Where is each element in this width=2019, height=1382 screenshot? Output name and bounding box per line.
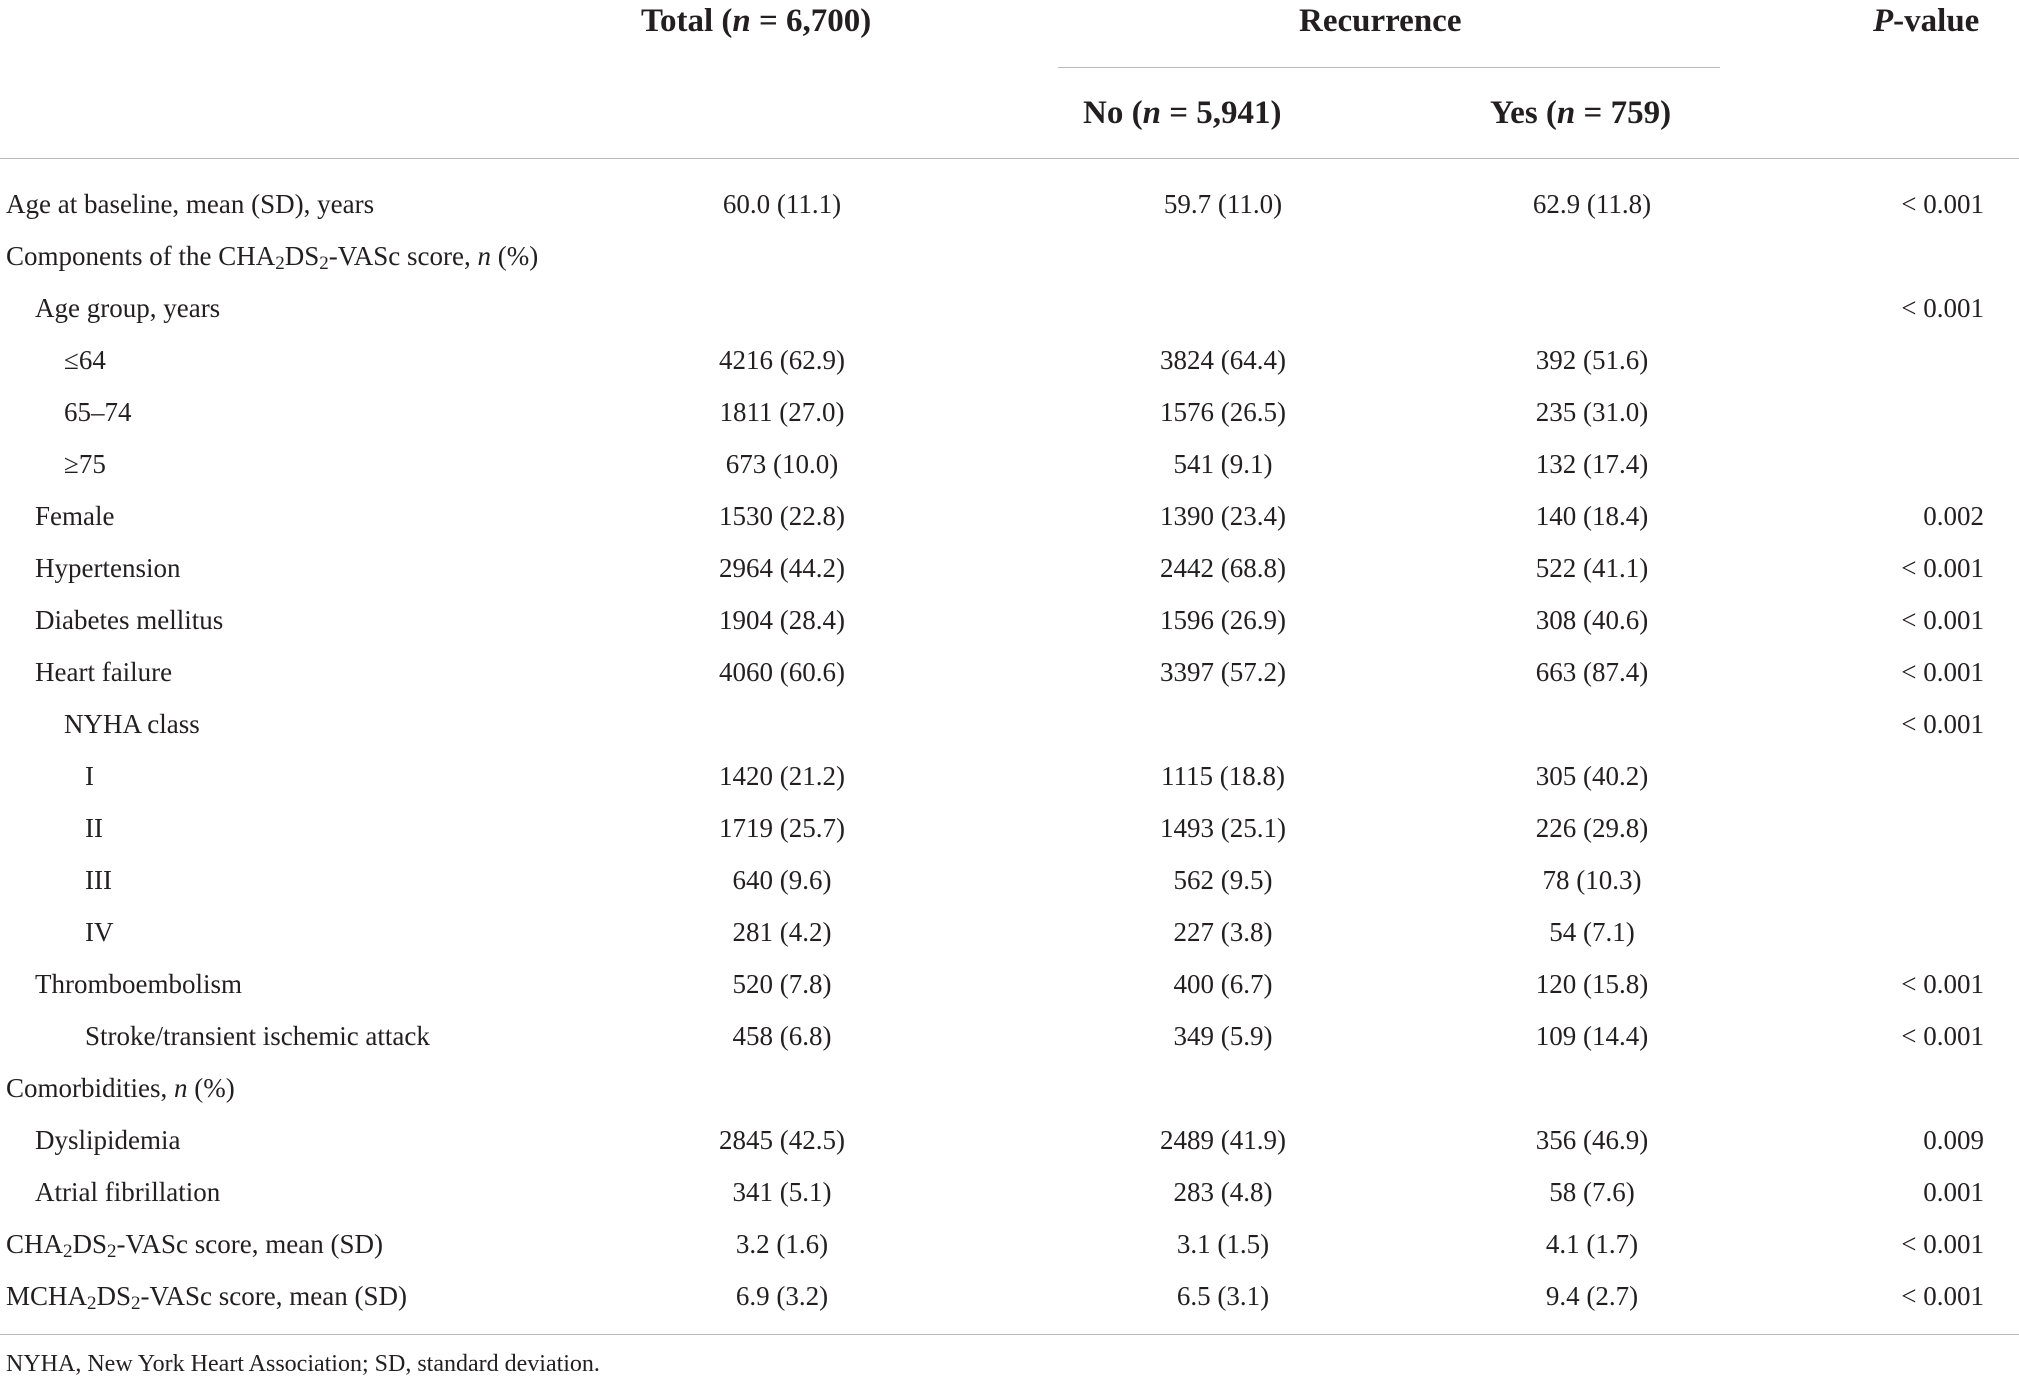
cell-pvalue: < 0.001 (1901, 553, 1984, 583)
header-pvalue-symbol: P (1873, 3, 1894, 39)
cell-yes: 9.4 (2.7) (1545, 1281, 1639, 1311)
cell-no: 2489 (41.9) (1160, 1125, 1286, 1155)
cell-no: 227 (3.8) (1173, 917, 1273, 947)
cell-total: 4216 (62.9) (719, 345, 845, 375)
subscript: 2 (87, 1293, 97, 1314)
cell-pvalue: < 0.001 (1901, 709, 1984, 739)
row-label (6, 1229, 383, 1262)
cell-no: 1596 (26.9) (1160, 605, 1286, 635)
cell-pvalue: < 0.001 (1901, 1229, 1984, 1259)
row-label: III (85, 865, 112, 895)
row-label: Stroke/transient ischemic attack (85, 1021, 430, 1051)
row-label: IV (85, 917, 114, 947)
row-label (6, 1281, 407, 1314)
cell-no: 2442 (68.8) (1160, 553, 1286, 583)
row-label: Atrial fibrillation (35, 1177, 221, 1207)
subscript: 2 (107, 1241, 117, 1262)
cell-no: 3.1 (1.5) (1176, 1229, 1270, 1259)
row-label: ≤64 (64, 345, 106, 375)
cell-yes: 305 (40.2) (1535, 761, 1649, 791)
row-label: II (85, 813, 103, 843)
cell-total: 4060 (60.6) (719, 657, 845, 687)
header-yes-value: = 759) (1575, 95, 1672, 131)
cell-total: 1420 (21.2) (719, 761, 845, 791)
subscript: 2 (275, 253, 285, 274)
header-no-label: No ( (1083, 95, 1143, 131)
cell-no: 6.5 (3.1) (1176, 1281, 1270, 1311)
cell-yes: 392 (51.6) (1535, 345, 1649, 375)
header-bottom-rule (0, 158, 2019, 159)
cell-total: 6.9 (3.2) (735, 1281, 829, 1311)
label-text: -VASc score, mean (SD) (116, 1229, 383, 1259)
header-yes-n: n (1556, 95, 1576, 131)
row-label: Thromboembolism (35, 969, 242, 999)
cell-yes: 663 (87.4) (1535, 657, 1649, 687)
header-recurrence: Recurrence (1299, 3, 1462, 39)
row-label: ≥75 (64, 449, 106, 479)
cell-total: 1811 (27.0) (719, 397, 845, 427)
header-pvalue (1873, 5, 1979, 38)
cell-pvalue: < 0.001 (1901, 293, 1984, 323)
label-text: -VASc score, mean (SD) (140, 1281, 407, 1311)
row-label: Hypertension (35, 553, 181, 583)
header-no-n: n (1142, 95, 1161, 131)
cell-total: 458 (6.8) (732, 1021, 832, 1051)
cell-yes: 62.9 (11.8) (1532, 189, 1652, 219)
cell-yes: 308 (40.6) (1535, 605, 1649, 635)
cell-yes: 235 (31.0) (1535, 397, 1649, 427)
cell-total: 2845 (42.5) (719, 1125, 845, 1155)
cell-no: 283 (4.8) (1173, 1177, 1273, 1207)
cell-yes: 4.1 (1.7) (1545, 1229, 1639, 1259)
row-label: I (85, 761, 94, 791)
header-yes (1490, 97, 1671, 130)
cell-no: 562 (9.5) (1173, 865, 1273, 895)
cell-pvalue: 0.002 (1923, 501, 1984, 531)
header-total-n: n (732, 3, 751, 39)
cell-no: 59.7 (11.0) (1163, 189, 1283, 219)
table-bottom-rule (0, 1334, 2019, 1335)
cell-total: 341 (5.1) (732, 1177, 832, 1207)
footnote: NYHA, New York Heart Association; SD, standard deviation. (6, 1351, 600, 1377)
cell-no: 3397 (57.2) (1160, 657, 1286, 687)
cell-yes: 109 (14.4) (1535, 1021, 1649, 1051)
cell-yes: 120 (15.8) (1535, 969, 1649, 999)
subscript: 2 (131, 1293, 141, 1314)
cell-pvalue: < 0.001 (1901, 1281, 1984, 1311)
row-label: Female (35, 501, 115, 531)
cell-yes: 226 (29.8) (1535, 813, 1649, 843)
label-text: Components of the CHA (6, 241, 276, 271)
cell-total: 3.2 (1.6) (735, 1229, 829, 1259)
row-label (6, 1075, 235, 1102)
row-label: NYHA class (64, 709, 200, 739)
cell-total: 1530 (22.8) (719, 501, 845, 531)
cell-total: 281 (4.2) (732, 917, 832, 947)
cell-yes: 522 (41.1) (1535, 553, 1649, 583)
header-no (1083, 97, 1281, 130)
label-text: Comorbidities, (6, 1073, 174, 1103)
cell-no: 1493 (25.1) (1160, 813, 1286, 843)
row-label: Dyslipidemia (35, 1125, 181, 1155)
cell-yes: 132 (17.4) (1535, 449, 1649, 479)
recurrence-rule (1058, 67, 1720, 68)
cell-yes: 140 (18.4) (1535, 501, 1649, 531)
label-text: (%) (187, 1073, 235, 1103)
label-text: CHA (6, 1229, 64, 1259)
row-label: 65–74 (64, 397, 132, 427)
cell-total: 640 (9.6) (732, 865, 832, 895)
label-text: DS (284, 241, 320, 271)
cell-pvalue: 0.009 (1923, 1125, 1984, 1155)
cell-yes: 54 (7.1) (1549, 917, 1635, 947)
cell-pvalue: 0.001 (1923, 1177, 1984, 1207)
header-no-value: = 5,941) (1160, 95, 1282, 131)
header-total-value: = 6,700) (750, 3, 872, 39)
cell-total: 673 (10.0) (725, 449, 839, 479)
row-label: Age group, years (35, 293, 221, 323)
cell-total: 2964 (44.2) (719, 553, 845, 583)
label-text: -VASc score, (328, 241, 478, 271)
cell-no: 1390 (23.4) (1160, 501, 1286, 531)
header-total-label: Total ( (641, 3, 733, 39)
cell-pvalue: < 0.001 (1901, 189, 1984, 219)
cell-no: 3824 (64.4) (1160, 345, 1286, 375)
cell-yes: 58 (7.6) (1549, 1177, 1635, 1207)
cell-total: 520 (7.8) (732, 969, 832, 999)
cell-no: 1576 (26.5) (1160, 397, 1286, 427)
row-label: Age at baseline, mean (SD), years (6, 189, 375, 219)
label-text: DS (96, 1281, 132, 1311)
row-label: Heart failure (35, 657, 173, 687)
cell-total: 1719 (25.7) (719, 813, 845, 843)
subscript: 2 (63, 1241, 73, 1262)
cell-pvalue: < 0.001 (1901, 605, 1984, 635)
subscript: 2 (319, 253, 329, 274)
cell-pvalue: < 0.001 (1901, 969, 1984, 999)
n-symbol: n (477, 241, 491, 271)
cell-no: 541 (9.1) (1173, 449, 1273, 479)
header-pvalue-rest: -value (1893, 3, 1980, 39)
label-text: (%) (491, 241, 539, 271)
label-text: DS (72, 1229, 108, 1259)
cell-total: 1904 (28.4) (719, 605, 845, 635)
cell-pvalue: < 0.001 (1901, 1021, 1984, 1051)
row-label: Diabetes mellitus (35, 605, 224, 635)
cell-no: 400 (6.7) (1173, 969, 1273, 999)
n-symbol: n (174, 1073, 188, 1103)
header-total (641, 5, 871, 38)
cell-total: 60.0 (11.1) (722, 189, 842, 219)
cell-pvalue: < 0.001 (1901, 657, 1984, 687)
cell-no: 1115 (18.8) (1161, 761, 1285, 791)
cell-yes: 356 (46.9) (1535, 1125, 1649, 1155)
header-yes-label: Yes ( (1490, 95, 1557, 131)
label-text: MCHA (6, 1281, 88, 1311)
cell-no: 349 (5.9) (1173, 1021, 1273, 1051)
cell-yes: 78 (10.3) (1542, 865, 1642, 895)
row-label (6, 241, 539, 274)
